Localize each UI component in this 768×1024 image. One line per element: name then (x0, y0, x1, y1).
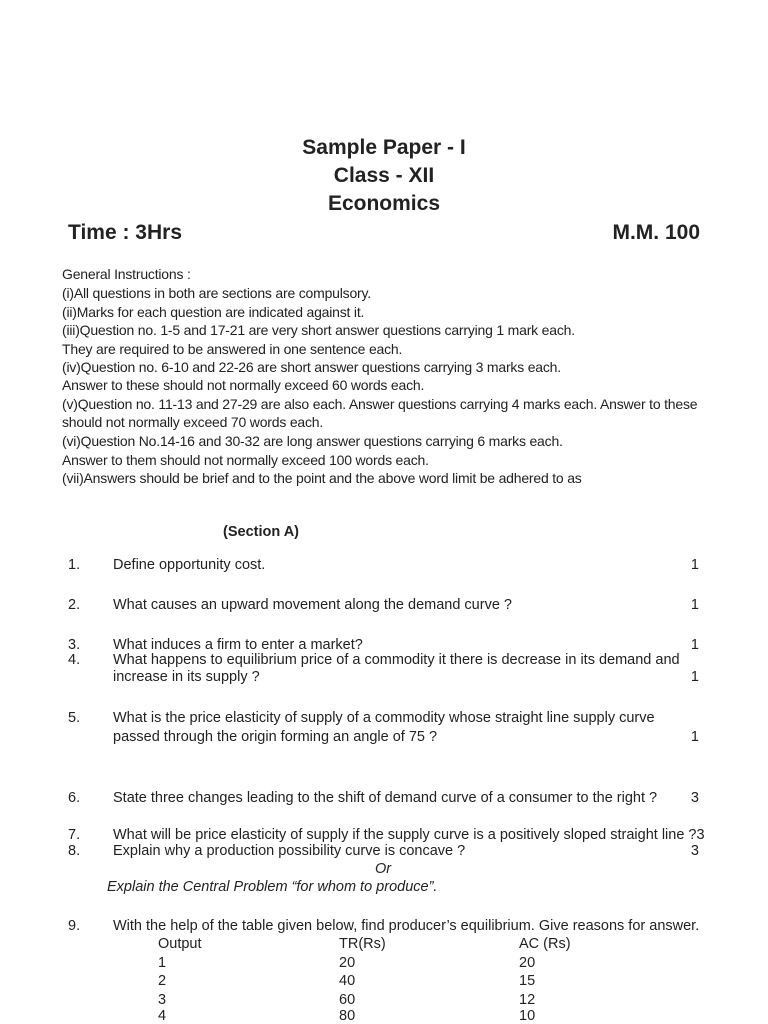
or-label: Or (375, 861, 392, 877)
question-marks: 1 (690, 637, 699, 653)
instruction-line: (vii)Answers should be brief and to the point and the above word limit be adhered to as (62, 470, 582, 486)
instruction-line: They are required to be answered in one sentence each. (62, 341, 403, 357)
question-marks: 3 (690, 843, 699, 859)
instructions-heading: General Instructions : (62, 266, 191, 282)
table-header-ac: AC (Rs) (519, 936, 571, 952)
paper-title: Sample Paper - I (302, 136, 466, 159)
instruction-line: should not normally exceed 70 words each. (62, 414, 324, 430)
question-marks: 1 (690, 557, 699, 573)
instruction-line: (iii)Question no. 1-5 and 17-21 are very short answer questions carrying 1 mark each. (62, 322, 575, 338)
question-number: 3. (68, 637, 81, 653)
table-cell: 1 (158, 955, 167, 971)
subject-label: Economics (327, 192, 441, 215)
instruction-line: (iv)Question no. 6-10 and 22-26 are short answer questions carrying 3 marks each. (62, 359, 561, 375)
section-a-heading: (Section A) (223, 524, 299, 540)
question-text: What causes an upward movement along the demand curve ? (113, 597, 512, 613)
max-marks-label: M.M. 100 (612, 221, 700, 244)
question-text: passed through the origin forming an angle of 75 ? (113, 729, 438, 745)
table-cell: 10 (519, 1008, 536, 1024)
question-text: What happens to equilibrium price of a commodity it there is decrease in its demand and (113, 652, 680, 668)
time-label: Time : 3Hrs (68, 221, 182, 244)
table-cell: 20 (519, 955, 536, 971)
question-number: 4. (68, 652, 81, 668)
question-text: Explain why a production possibility curve is concave ? (113, 843, 466, 859)
question-number: 7. (68, 827, 81, 843)
instruction-line: (vi)Question No.14-16 and 30-32 are long answer questions carrying 6 marks each. (62, 433, 563, 449)
question-text: increase in its supply ? (113, 669, 260, 685)
class-label: Class - XII (333, 164, 435, 187)
alternative-question-text: Explain the Central Problem “for whom to produce”. (107, 879, 438, 895)
table-cell: 60 (339, 992, 356, 1008)
instruction-line: Answer to these should not normally exceed 60 words each. (62, 377, 425, 393)
table-header-output: Output (158, 936, 202, 952)
table-cell: 2 (158, 973, 167, 989)
question-marks: 1 (690, 669, 699, 685)
question-text: What induces a firm to enter a market? (113, 637, 363, 653)
instruction-line: Answer to them should not normally exceed 100 words each. (62, 452, 429, 468)
question-marks: 3 (690, 790, 699, 806)
question-number: 1. (68, 557, 81, 573)
question-number: 6. (68, 790, 81, 806)
question-text: Define opportunity cost. (113, 557, 266, 573)
question-text: State three changes leading to the shift of demand curve of a consumer to the right ? (113, 790, 658, 806)
table-header-tr: TR(Rs) (339, 936, 386, 952)
table-cell: 12 (519, 992, 536, 1008)
table-cell: 80 (339, 1008, 356, 1024)
question-marks: 1 (690, 597, 699, 613)
instruction-line: (v)Question no. 11-13 and 27-29 are also each. Answer questions carrying 4 marks each. Answer to these (62, 396, 698, 412)
instruction-line: (ii)Marks for each question are indicated against it. (62, 304, 365, 320)
question-number: 2. (68, 597, 81, 613)
question-text: With the help of the table given below, find producer’s equilibrium. Give reasons for answer. (113, 918, 700, 934)
question-number: 5. (68, 710, 81, 726)
table-cell: 20 (339, 955, 356, 971)
question-text: What is the price elasticity of supply of a commodity whose straight line supply curve (113, 710, 655, 726)
question-number: 8. (68, 843, 81, 859)
question-text: What will be price elasticity of supply if the supply curve is a positively sloped straight line ?3 (113, 827, 705, 843)
question-marks: 1 (690, 729, 699, 745)
table-cell: 15 (519, 973, 536, 989)
table-cell: 40 (339, 973, 356, 989)
table-cell: 3 (158, 992, 167, 1008)
table-cell: 4 (158, 1008, 167, 1024)
instruction-line: (i)All questions in both are sections are compulsory. (62, 285, 371, 301)
question-number: 9. (68, 918, 81, 934)
